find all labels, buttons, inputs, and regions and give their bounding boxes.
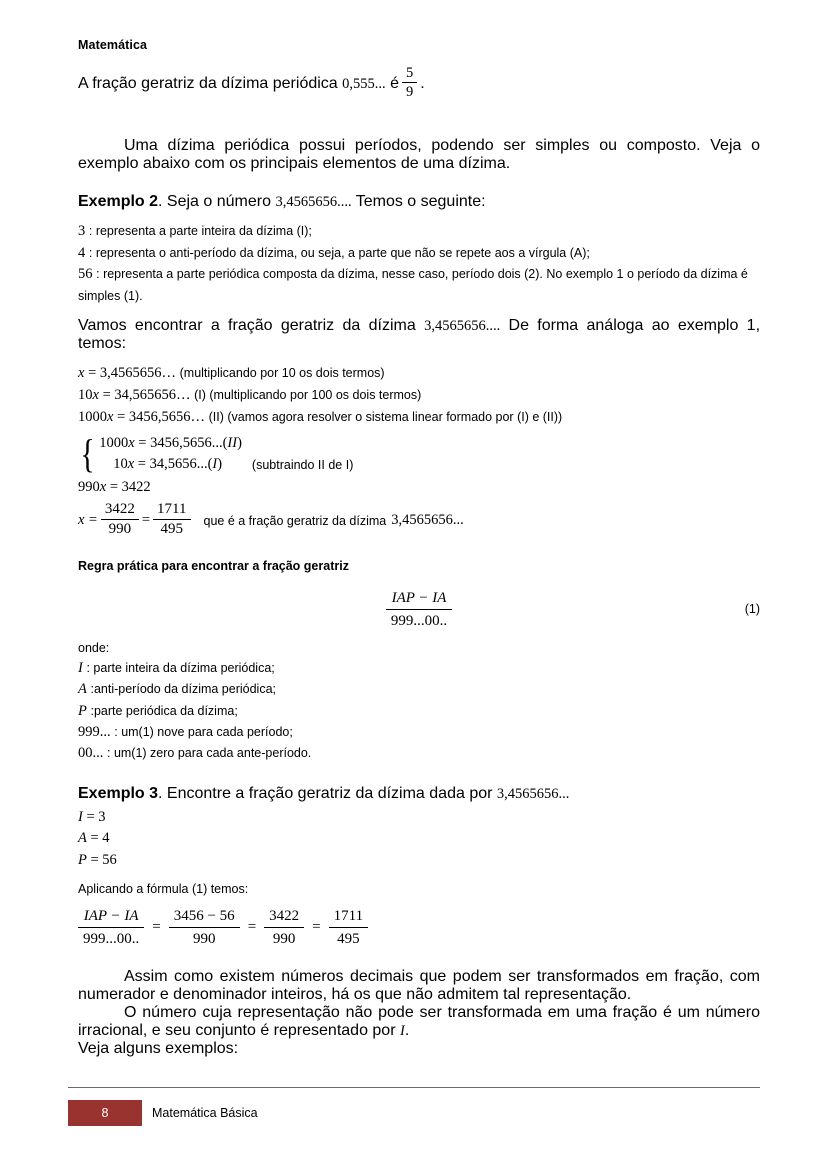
fraction-bar [101, 519, 139, 520]
final-tail-number: 3,4565656... [391, 512, 464, 529]
fraction-bar [78, 927, 144, 928]
definition-text: : um(1) nove para cada período; [114, 725, 293, 740]
definition-symbol: P [78, 702, 87, 719]
exemplo3-text: . Encontre a fração geratriz da dízima dada por [158, 784, 493, 802]
equation-fraction-2 [264, 907, 304, 948]
fraction-denominator: 495 [160, 521, 184, 538]
result-line: 990x = 3422 [78, 478, 151, 495]
equals-sign: = [141, 512, 151, 529]
definition-item [78, 722, 760, 743]
vamos-text-a: Vamos encontrar a fração geratriz da dízima [78, 317, 416, 335]
list-item [78, 221, 760, 242]
intro-suffix: . [420, 74, 425, 92]
fraction-denominator: 990 [108, 521, 132, 538]
fraction-denominator: 990 [192, 931, 216, 948]
list-item [78, 243, 760, 264]
closing-text-b: . [404, 1022, 410, 1040]
system-rows [99, 433, 242, 475]
fraction-bar [386, 609, 452, 610]
exemplo2-text: . Seja o número [158, 193, 271, 211]
regra-heading: Regra prática para encontrar a fração geratriz [78, 558, 349, 573]
system-note: (subtraindo II de I) [251, 457, 354, 472]
fraction-numerator: 1711 [157, 501, 187, 518]
final-equation [78, 502, 760, 539]
spacer [78, 183, 760, 193]
final-fraction-1 [101, 501, 139, 538]
system-row: 1000x = 3456,5656...(II) [99, 434, 242, 451]
formula-number: (1) [744, 602, 760, 617]
spacer [78, 111, 760, 137]
definition-symbol: 00... [78, 745, 104, 762]
equation-fraction-3 [329, 907, 368, 948]
exemplo2-number: 3,4565656.... [275, 194, 352, 211]
definition-item [78, 743, 760, 764]
definition-text: : parte inteira da dízima periódica; [86, 660, 275, 675]
definition-symbol: A [78, 681, 87, 698]
vamos-paragraph [78, 317, 760, 353]
final-tail: que é a fração geratriz da dízima [203, 513, 387, 528]
fraction-bar [169, 927, 240, 928]
system-row: 10x = 34,5656...(I) [113, 455, 223, 472]
fraction-denominator: 999...00.. [390, 612, 448, 629]
equals-sign: = [312, 919, 321, 936]
equation-fraction-0 [78, 907, 144, 948]
fraction-numerator: 3422 [104, 501, 135, 518]
fraction-bar [153, 519, 190, 520]
exemplo3-equation [78, 907, 760, 948]
definition-text: : um(1) zero para cada ante-período. [107, 746, 312, 761]
item-symbol: 4 [78, 244, 86, 261]
item-text: : representa o anti-período da dízima, ou seja, a parte que não se repete aos a vírgula (A); [88, 245, 590, 260]
intro-prefix: A fração geratriz da dízima periódica [78, 74, 338, 92]
spacer [78, 765, 760, 785]
paragraph-periodos: Uma dízima periódica possui períodos, podendo ser simples ou composto. Veja o exemplo abaixo com os principais elementos de uma dízima. [78, 137, 760, 173]
exemplo2-intro [78, 193, 760, 211]
step-line: x = 3,4565656… (multiplicando por 10 os dois termos) [78, 365, 385, 382]
exemplo2-items [78, 221, 760, 307]
intro-fraction [402, 65, 417, 100]
intro-decimal: 0,555... [342, 75, 386, 92]
exemplo3-values [78, 807, 760, 871]
item-symbol: 56 [78, 266, 93, 283]
closing-paragraph-2 [78, 1004, 760, 1040]
regra-formula [78, 589, 760, 630]
final-lhs: x = [78, 512, 98, 529]
exemplo3-number: 3,4565656... [496, 785, 570, 802]
value-line: A = 4 [78, 830, 110, 847]
fraction-denominator: 9 [406, 84, 414, 101]
equals-sign: = [152, 919, 161, 936]
fraction-numerator: 3456 − 56 [173, 908, 235, 925]
spacer [78, 307, 760, 317]
page-footer [0, 1081, 828, 1171]
regra-definitions [78, 658, 760, 765]
fraction-denominator: 999...00.. [83, 931, 140, 948]
onde-label: onde: [78, 640, 110, 655]
fraction-numerator: 1711 [333, 908, 364, 925]
equation-fraction-1 [169, 907, 240, 948]
definition-item [78, 701, 760, 722]
fraction-denominator: 990 [272, 931, 296, 948]
fraction-numerator: 3422 [269, 908, 300, 925]
page-title: Matemática [78, 38, 148, 52]
spacer [78, 871, 760, 881]
formula-fraction [386, 589, 452, 630]
linear-system [78, 430, 760, 476]
fraction-bar [264, 927, 304, 928]
value-line: P = 56 [78, 851, 117, 868]
spacer [78, 539, 760, 559]
closing-paragraph-1: Assim como existem números decimais que podem ser transformados em fração, com numerador e denominador inteiros, há os que não admitem tal representação. [78, 968, 760, 1004]
equals-sign: = [247, 919, 257, 936]
closing-paragraph-3: Veja alguns exemplos: [78, 1040, 239, 1058]
definition-item [78, 679, 760, 700]
apply-formula-text: Aplicando a fórmula (1) temos: [78, 882, 249, 897]
closing-text-a: O número cuja representação não pode ser transformada em uma fração é um número irracional, e seu conjunto é representado por [78, 1004, 760, 1040]
fraction-bar [329, 927, 368, 928]
exemplo3-intro [78, 785, 760, 803]
step-line: 1000x = 3456,5656… (II) (vamos agora resolver o sistema linear formado por (I) e (II)) [78, 408, 563, 425]
vamos-number: 3,4565656.... [424, 318, 501, 335]
definition-text: :anti-período da dízima periódica; [90, 682, 277, 697]
brace-icon: { [80, 430, 95, 476]
exemplo3-label: Exemplo 3 [78, 784, 159, 802]
intro-paragraph [78, 66, 760, 101]
spacer [78, 948, 760, 968]
value-P: P [78, 851, 87, 868]
fraction-bar [402, 82, 417, 83]
step-line: 10x = 34,565656… (I) (multiplicando por 100 os dois termos) [78, 387, 422, 404]
fraction-numerator: IAP − IA [391, 589, 447, 606]
value-A: A [78, 830, 87, 847]
value-I: I [78, 808, 83, 825]
exemplo2-tail: Temos o seguinte: [355, 193, 486, 211]
fraction-numerator: IAP − IA [83, 908, 139, 925]
final-fraction-2 [153, 501, 190, 538]
fraction-numerator: 5 [406, 65, 414, 81]
list-item [78, 264, 760, 307]
item-text: : representa a parte inteira da dízima (I); [88, 224, 312, 239]
footer-label: Matemática Básica [152, 1106, 258, 1120]
definition-text: :parte periódica da dízima; [90, 703, 238, 718]
definition-symbol: 999... [78, 724, 111, 741]
item-text: : representa a parte periódica composta da dízima, nesse caso, período dois (2). No exemplo 1 o período da dízima é simples (1). [78, 267, 748, 303]
fraction-denominator: 495 [337, 931, 360, 948]
definition-item [78, 658, 760, 679]
exemplo2-label: Exemplo 2 [78, 193, 159, 211]
closing-symbol: I [399, 1023, 405, 1040]
item-symbol: 3 [78, 223, 86, 240]
footer-divider [68, 1087, 760, 1088]
vamos-text-b: De forma análoga ao exemplo 1, temos: [78, 317, 761, 353]
definition-symbol: I [78, 659, 83, 676]
value-line: I = 3 [78, 808, 106, 825]
page-number-badge: 8 [68, 1100, 142, 1126]
intro-connector: é [390, 74, 399, 92]
